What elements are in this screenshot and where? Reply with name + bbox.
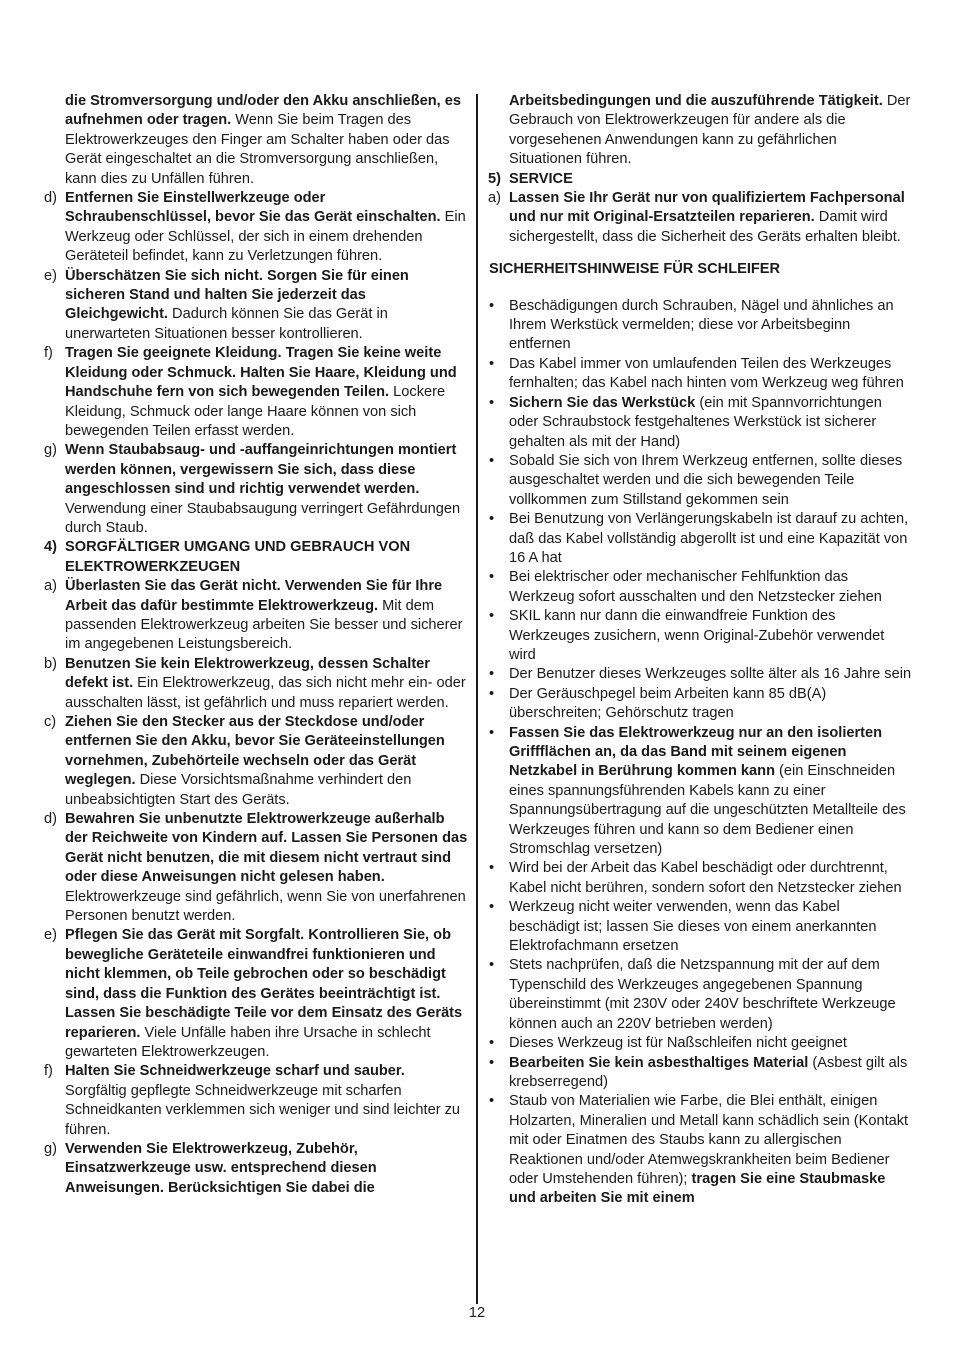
body-text: SKIL kann nur dann die einwandfreie Funktion des Werkzeuges zusichern, wenn Original-Zubehör verwendet wird xyxy=(509,608,885,663)
item-label: f) xyxy=(44,1063,53,1080)
bold-text: Überlasten Sie das Gerät nicht. Verwenden Sie für Ihre Arbeit das dafür bestimmte Elektrowerkzeug. xyxy=(65,578,443,614)
item-label: g) xyxy=(44,442,57,459)
item-label: d) xyxy=(44,190,57,207)
bullet-item xyxy=(488,685,912,724)
bold-text: Bewahren Sie unbenutzte Elektrowerkzeuge außerhalb der Reichweite von Kindern auf. Lassen Sie Personen das Gerät nicht benutzen, die mit diesem nicht vertraut sind oder diese Anweisungen nicht gelesen haben. xyxy=(65,811,468,886)
item-label: d) xyxy=(44,811,57,828)
bold-text: Halten Sie Schneidwerkzeuge scharf und sauber. xyxy=(65,1063,405,1080)
heading-number: 5) xyxy=(488,170,501,187)
bullet-icon: • xyxy=(489,1035,495,1052)
item-label: b) xyxy=(44,655,57,672)
section-title: SICHERHEITSHINWEISE FÜR SCHLEIFER xyxy=(489,261,781,278)
section-heading xyxy=(44,538,468,577)
bold-text: Wenn Staubabsaug- und -auffangeinrichtungen montiert werden können, vergewissern Sie sich, dass diese angeschlossen sind und richtig verwendet werden. xyxy=(65,442,457,498)
body-text: Diese Vorsichtsmaßnahme verhindert den unbeabsichtigten Start des Geräts. xyxy=(65,772,412,808)
heading-text: SERVICE xyxy=(509,170,573,187)
body-text: Mit dem passenden Elektrowerkzeug arbeiten Sie besser und sicherer im angegebenen Leistungsbereich. xyxy=(65,597,463,653)
body-text: Bei Benutzung von Verlängerungskabeln ist darauf zu achten, daß das Kabel vollständig abgerollt ist und eine Kapazität von 16 A hat xyxy=(509,511,909,566)
body-text: (ein mit Spannvorrichtungen oder Schraubstock festgehaltenes Werkstück ist sicherer gehalten als mit der Hand) xyxy=(509,394,882,450)
body-text: Viele Unfälle haben ihre Ursache in schlecht gewarteten Elektrowerkzeugen. xyxy=(65,1024,431,1060)
bullet-item xyxy=(488,1034,912,1053)
bullet-item xyxy=(488,665,912,684)
right-column xyxy=(488,92,912,1209)
bullet-item xyxy=(488,1054,912,1093)
bold-text: Tragen Sie geeignete Kleidung. Tragen Sie keine weite Kleidung oder Schmuck. Halten Sie Haare, Kleidung und Handschuhe fern von sich bewegenden Teilen. xyxy=(65,345,457,401)
list-item xyxy=(44,1062,468,1140)
bold-text: Arbeitsbedingungen und die auszuführende Tätigkeit. xyxy=(509,93,883,109)
item-label: e) xyxy=(44,267,57,284)
page-number: 12 xyxy=(468,1305,486,1321)
body-text: Sorgfältig gepflegte Schneidwerkzeuge mit scharfen Schneidkanten verklemmen sich weniger und sind leichter zu führen. xyxy=(65,1082,461,1138)
body-text: Der Geräuschpegel beim Arbeiten kann 85 dB(A) überschreiten; Gehörschutz tragen xyxy=(509,685,827,722)
item-label: a) xyxy=(44,578,57,595)
bullet-icon: • xyxy=(489,608,495,625)
item-label: g) xyxy=(44,1140,57,1157)
body-text: Der Gebrauch von Elektrowerkzeugen für andere als die vorgesehenen Anwendungen kann zu gefährlichen Situationen führen. xyxy=(509,93,911,168)
bullet-icon: • xyxy=(489,899,495,916)
section-heading xyxy=(488,170,912,189)
bullet-icon: • xyxy=(489,666,495,683)
body-text: Dadurch können Sie das Gerät in unerwarteten Situationen besser kontrollieren. xyxy=(65,306,388,342)
bullet-icon: • xyxy=(489,957,495,974)
item-label: f) xyxy=(44,345,53,362)
bullet-icon: • xyxy=(489,297,495,314)
bold-text: die Stromversorgung und/oder den Akku anschließen, es aufnehmen oder tragen. xyxy=(65,93,462,129)
bold-text: Lassen Sie Ihr Gerät nur von qualifiziertem Fachpersonal und nur mit Original-Ersatzteilen reparieren. xyxy=(509,190,905,226)
column-divider xyxy=(476,94,478,1304)
body-text: Ein Elektrowerkzeug, das sich nicht mehr ein- oder ausschalten lässt, ist gefährlich und muss repariert werden. xyxy=(65,675,466,711)
body-text: Beschädigungen durch Schrauben, Nägel und ähnliches an Ihrem Werkstück vermelden; diese vor Arbeitsbeginn entfernen xyxy=(509,297,894,353)
bullet-icon: • xyxy=(489,452,495,469)
bullet-item xyxy=(488,898,912,956)
body-text: Das Kabel immer von umlaufenden Teilen des Werkzeuges fernhalten; das Kabel nach hinten vom Werkzeug weg führen xyxy=(509,355,904,392)
bold-text: Entfernen Sie Einstellwerkzeuge oder Schraubenschlüssel, bevor Sie das Gerät einschalten. xyxy=(65,190,441,226)
bullet-icon: • xyxy=(489,685,495,702)
bullet-list xyxy=(488,297,912,1209)
bullet-icon: • xyxy=(489,724,495,741)
bullet-icon: • xyxy=(489,1093,495,1110)
bullet-item xyxy=(488,568,912,607)
bold-text: tragen Sie eine Staubmaske und arbeiten Sie mit einem xyxy=(509,1170,886,1207)
body-text: (Asbest gilt als krebserregend) xyxy=(509,1054,908,1090)
right-column-items xyxy=(488,92,912,247)
bullet-item xyxy=(488,859,912,898)
bold-text: Überschätzen Sie sich nicht. Sorgen Sie für einen sicheren Stand und halten Sie jederzeit das Gleichgewicht. xyxy=(65,267,409,323)
bold-text: Ziehen Sie den Stecker aus der Steckdose und/oder entfernen Sie den Akku, bevor Sie Geräteeinstellungen vornehmen, Zubehörteile wechseln oder das Gerät weglegen. xyxy=(65,714,445,789)
body-text: Verwendung einer Staubabsaugung verringert Gefährdungen durch Staub. xyxy=(65,500,461,536)
bullet-item xyxy=(488,394,912,452)
bullet-item xyxy=(488,956,912,1034)
list-item xyxy=(44,577,468,655)
list-item xyxy=(44,344,468,441)
body-text: Dieses Werkzeug ist für Naßschleifen nicht geeignet xyxy=(509,1035,847,1052)
body-text: Wird bei der Arbeit das Kabel beschädigt oder durchtrennt, Kabel nicht berühren, sondern sofort den Netzstecker ziehen xyxy=(509,860,902,896)
bold-text: Verwenden Sie Elektrowerkzeug, Zubehör, Einsatzwerkzeuge usw. entsprechend diesen Anweisungen. Berücksichtigen Sie dabei die xyxy=(65,1140,377,1196)
list-item xyxy=(44,441,468,538)
heading-text: SORGFÄLTIGER UMGANG UND GEBRAUCH VON ELEKTROWERKZEUGEN xyxy=(65,539,411,575)
bullet-icon: • xyxy=(489,860,495,877)
item-label: c) xyxy=(44,714,57,730)
paragraph-continuation xyxy=(488,92,912,170)
list-item xyxy=(44,189,468,267)
body-text: Stets nachprüfen, daß die Netzspannung mit der auf dem Typenschild des Werkzeuges angegebenen Spannung übereinstimmt (mit 230V oder 240V beschriftete Werkzeuge können auch an 220V betrieben werden) xyxy=(509,957,896,1032)
bullet-item xyxy=(488,607,912,665)
item-label: a) xyxy=(488,190,501,207)
paragraph-continuation xyxy=(44,92,468,189)
bullet-icon: • xyxy=(489,1054,495,1071)
list-item xyxy=(488,189,912,247)
body-text: Werkzeug nicht weiter verwenden, wenn das Kabel beschädigt ist; lassen Sie dieses von einem anerkannten Elektrofachmann ersetzen xyxy=(509,899,877,955)
bullet-item xyxy=(488,452,912,510)
bullet-item xyxy=(488,355,912,394)
list-item xyxy=(44,655,468,713)
bullet-icon: • xyxy=(489,394,495,411)
bullet-item xyxy=(488,297,912,355)
body-text: Lockere Kleidung, Schmuck oder lange Haare können von sich bewegenden Teilen erfasst werden. xyxy=(65,384,446,439)
body-text: Wenn Sie beim Tragen des Elektrowerkzeuges den Finger am Schalter haben oder das Gerät eingeschaltet an die Stromversorgung anschließen, kann dies zu Unfällen führen. xyxy=(65,112,450,187)
body-text: Sobald Sie sich von Ihrem Werkzeug entfernen, sollte dieses ausgeschaltet werden und die sich bewegenden Teile vollkommen zum Stillstand gekommen sein xyxy=(509,452,903,508)
bullet-icon: • xyxy=(489,569,495,586)
body-text: Damit wird sichergestellt, dass die Sicherheit des Geräts erhalten bleibt. xyxy=(509,209,901,245)
bullet-item xyxy=(488,724,912,860)
list-item xyxy=(44,810,468,926)
body-text: Bei elektrischer oder mechanischer Fehlfunktion das Werkzeug sofort ausschalten und den Netzstecker ziehen xyxy=(509,569,882,605)
list-item xyxy=(44,713,468,810)
bold-text: Sichern Sie das Werkstück xyxy=(509,394,696,411)
bullet-icon: • xyxy=(489,355,495,372)
bold-text: Benutzen Sie kein Elektrowerkzeug, dessen Schalter defekt ist. xyxy=(65,655,430,692)
bullet-icon: • xyxy=(489,511,495,528)
item-label: e) xyxy=(44,927,57,944)
heading-number: 4) xyxy=(44,539,57,556)
bullet-item xyxy=(488,1092,912,1208)
bullet-item xyxy=(488,510,912,568)
left-column xyxy=(44,92,468,1198)
body-text: Elektrowerkzeuge sind gefährlich, wenn Sie von unerfahrenen Personen benutzt werden. xyxy=(65,888,466,925)
list-item xyxy=(44,267,468,345)
bold-text: Bearbeiten Sie kein asbesthaltiges Material xyxy=(509,1054,809,1071)
body-text: Der Benutzer dieses Werkzeuges sollte älter als 16 Jahre sein xyxy=(509,666,912,683)
list-item xyxy=(44,1140,468,1198)
bold-text: Pflegen Sie das Gerät mit Sorgfalt. Kontrollieren Sie, ob bewegliche Geräteteile einwandfrei funktionieren und nicht klemmen, ob Teile gebrochen oder so beschädigt sind, dass die Funktion des Gerätes beeinträchtigt ist. Lassen Sie beschädigte Teile vor dem Einsatz des Geräts reparieren. xyxy=(65,927,463,1041)
body-text: Ein Werkzeug oder Schlüssel, der sich in einem drehenden Geräteteil befindet, kann zu Verletzungen führen. xyxy=(65,209,466,265)
list-item xyxy=(44,926,468,1062)
body-text: Staub von Materialien wie Farbe, die Blei enthält, einigen Holzarten, Mineralien und Metall kann schädlich sein (Kontakt mit oder Einatmen des Staubs kann zu allergischen Reaktionen und/oder Atemwegskrankheiten beim Bediener oder Umstehenden führen); xyxy=(509,1093,909,1187)
bold-text: Fassen Sie das Elektrowerkzeug nur an den isolierten Griffflächen an, da das Band mit seinem eigenen Netzkabel in Berührung kommen kann xyxy=(509,724,883,780)
body-text: (ein Einschneiden eines spannungsführenden Kabels kann zu einer Spannungsübertragung auf die ungeschützten Metallteile des Werkzeuges führen und kann so dem Bediener einen Stromschlag versetzen) xyxy=(509,763,906,858)
